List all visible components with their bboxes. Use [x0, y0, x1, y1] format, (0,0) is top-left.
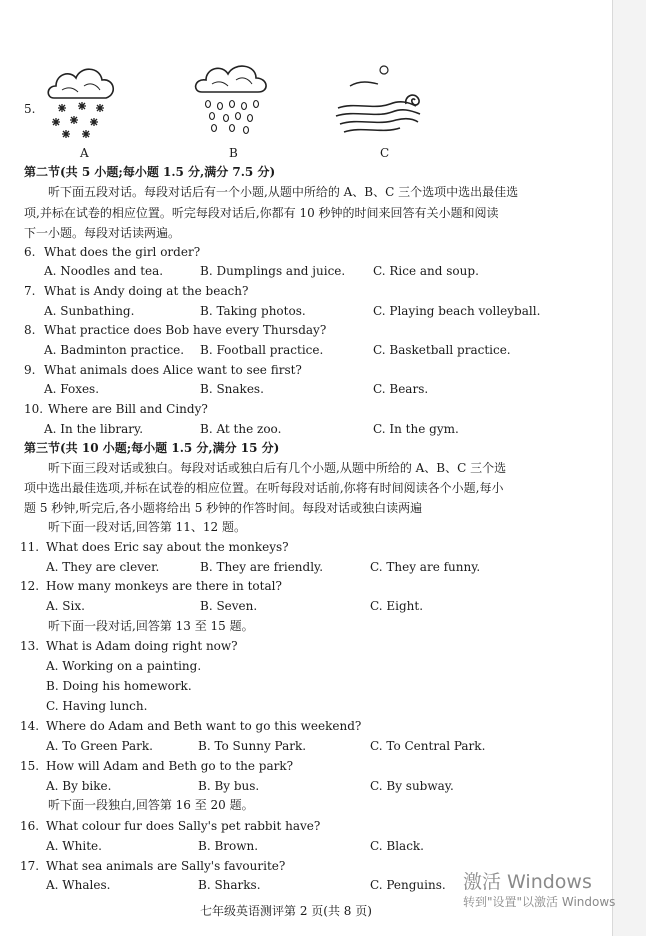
section-3-instruction-2: 项中选出最佳选项,并标在试卷的相应位置。在听每段对话前,你将有时间阅读各个小题,每小 [24, 481, 504, 495]
q5-option-b: B [229, 146, 238, 160]
viewer-scrollbar[interactable] [612, 0, 646, 936]
question-8-number: 8. [24, 323, 36, 337]
question-17-text: What sea animals are Sally's favourite? [46, 859, 286, 873]
question-6-option-c: C. Rice and soup. [373, 264, 479, 278]
question-16-option-c: C. Black. [370, 839, 424, 853]
question-14-option-b: B. To Sunny Park. [198, 739, 307, 753]
question-8-option-c: C. Basketball practice. [373, 343, 511, 357]
question-17-option-c: C. Penguins. [370, 878, 446, 892]
section-3-sub-1: 听下面一段对话,回答第 11、12 题。 [48, 520, 246, 534]
watermark-title: 激活 Windows [463, 871, 592, 893]
question-12-option-b: B. Seven. [200, 599, 258, 613]
question-17-option-a: A. Whales. [46, 878, 111, 892]
question-14-text: Where do Adam and Beth want to go this weekend? [46, 719, 362, 733]
question-5-number: 5. [24, 102, 36, 116]
question-7-option-a: A. Sunbathing. [44, 304, 135, 318]
question-10-option-a: A. In the library. [44, 422, 144, 436]
question-15-number: 15. [20, 759, 40, 773]
question-9-number: 9. [24, 363, 36, 377]
question-6-number: 6. [24, 245, 36, 259]
section-3-sub-3: 听下面一段独白,回答第 16 至 20 题。 [48, 798, 254, 812]
question-11-option-b: B. They are friendly. [200, 560, 324, 574]
question-12-option-a: A. Six. [46, 599, 85, 613]
question-8-text: What practice does Bob have every Thursday? [44, 323, 327, 337]
question-9-option-c: C. Bears. [373, 382, 429, 396]
question-6-text: What does the girl order? [44, 245, 201, 259]
section-3-instruction-3: 题 5 秒钟,听完后,各小题将给出 5 秒钟的作答时间。每段对话或独白读两遍 [24, 501, 423, 515]
question-14-option-c: C. To Central Park. [370, 739, 486, 753]
snow-cloud-icon [44, 58, 120, 142]
question-17-number: 17. [20, 859, 40, 873]
question-16-option-b: B. Brown. [198, 839, 259, 853]
question-16-text: What colour fur does Sally's pet rabbit have? [46, 819, 321, 833]
section-2-instruction-1: 听下面五段对话。每段对话后有一个小题,从题中所给的 A、B、C 三个选项中选出最佳选 [48, 185, 519, 199]
rain-cloud-icon [192, 58, 272, 138]
question-9-option-b: B. Snakes. [200, 382, 264, 396]
question-15-option-c: C. By subway. [370, 779, 454, 793]
question-15-option-a: A. By bike. [46, 779, 112, 793]
question-10-option-b: B. At the zoo. [200, 422, 282, 436]
question-9-text: What animals does Alice want to see first? [44, 363, 302, 377]
question-13-option-a: A. Working on a painting. [46, 659, 202, 673]
page-footer: 七年级英语测评第 2 页(共 8 页) [200, 904, 372, 918]
question-12-text: How many monkeys are there in total? [46, 579, 282, 593]
section-3-sub-2: 听下面一段对话,回答第 13 至 15 题。 [48, 619, 254, 633]
question-7-text: What is Andy doing at the beach? [44, 284, 249, 298]
wind-icon [334, 58, 426, 142]
question-11-option-a: A. They are clever. [46, 560, 160, 574]
watermark-subtitle: 转到"设置"以激活 Windows [463, 895, 616, 909]
section-2-instruction-3: 下一小题。每段对话读两遍。 [24, 226, 181, 240]
question-13-number: 13. [20, 639, 40, 653]
question-9-option-a: A. Foxes. [44, 382, 100, 396]
question-11-option-c: C. They are funny. [370, 560, 481, 574]
question-16-number: 16. [20, 819, 40, 833]
question-6-option-b: B. Dumplings and juice. [200, 264, 346, 278]
question-12-number: 12. [20, 579, 40, 593]
question-14-option-a: A. To Green Park. [46, 739, 153, 753]
question-8-option-a: A. Badminton practice. [44, 343, 185, 357]
question-11-text: What does Eric say about the monkeys? [46, 540, 289, 554]
question-12-option-c: C. Eight. [370, 599, 424, 613]
question-15-option-b: B. By bus. [198, 779, 260, 793]
question-7-option-c: C. Playing beach volleyball. [373, 304, 541, 318]
question-7-number: 7. [24, 284, 36, 298]
question-10-option-c: C. In the gym. [373, 422, 459, 436]
question-7-option-b: B. Taking photos. [200, 304, 306, 318]
question-11-number: 11. [20, 540, 40, 554]
question-17-option-b: B. Sharks. [198, 878, 261, 892]
question-15-text: How will Adam and Beth go to the park? [46, 759, 294, 773]
question-14-number: 14. [20, 719, 40, 733]
question-13-text: What is Adam doing right now? [46, 639, 238, 653]
section-3-heading: 第三节(共 10 小题;每小题 1.5 分,满分 15 分) [24, 441, 280, 455]
question-16-option-a: A. White. [46, 839, 102, 853]
section-2-heading: 第二节(共 5 小题;每小题 1.5 分,满分 7.5 分) [24, 165, 276, 179]
section-3-instruction-1: 听下面三段对话或独白。每段对话或独白后有几个小题,从题中所给的 A、B、C 三个选 [48, 461, 507, 475]
q5-option-a: A [80, 146, 89, 160]
question-10-text: Where are Bill and Cindy? [48, 402, 208, 416]
q5-option-c: C [380, 146, 390, 160]
question-8-option-b: B. Football practice. [200, 343, 324, 357]
question-13-option-c: C. Having lunch. [46, 699, 148, 713]
question-13-option-b: B. Doing his homework. [46, 679, 192, 693]
section-2-instruction-2: 项,并标在试卷的相应位置。听完每段对话后,你都有 10 秒钟的时间来回答有关小题和阅读 [24, 206, 499, 220]
question-10-number: 10. [24, 402, 44, 416]
question-6-option-a: A. Noodles and tea. [44, 264, 164, 278]
